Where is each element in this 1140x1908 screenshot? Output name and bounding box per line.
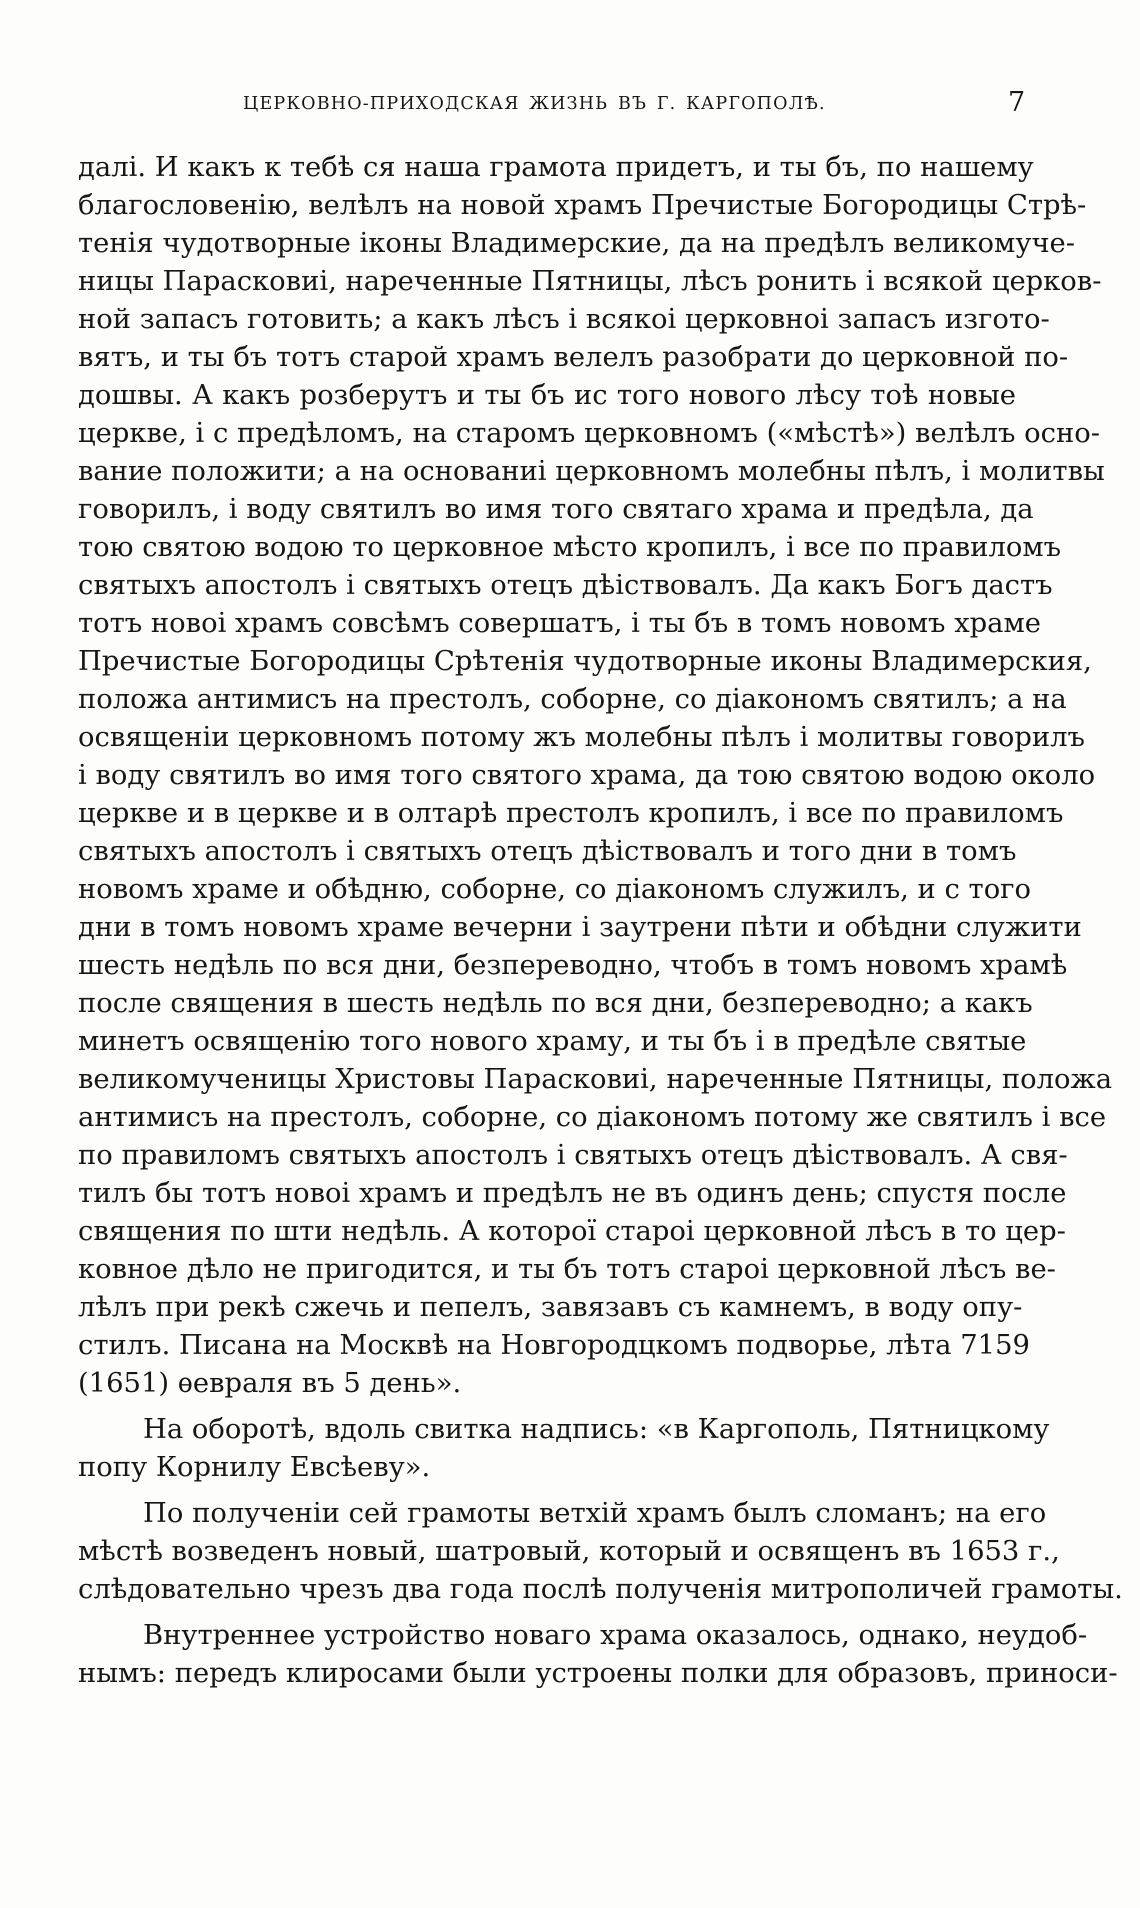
running-title: ЦЕРКОВНО-ПРИХОДСКАЯ ЖИЗНЬ ВЪ Г. КАРГОПОЛѢ. — [243, 94, 826, 114]
text-line: церкве, і с предѣломъ, на старомъ церковномъ («мѣстѣ») велѣлъ осно- — [78, 418, 1100, 449]
text-line: По полученіи сей грамоты ветхій храмъ былъ сломанъ; на его — [143, 1498, 1047, 1529]
text-line: Пречистые Богородицы Срѣтенія чудотворные иконы Владимерския, — [78, 646, 1092, 677]
text-line: тотъ новоі храмъ совсѣмъ совершатъ, і ты бъ в томъ новомъ храме — [78, 608, 1042, 639]
page-number: 7 — [1008, 87, 1026, 118]
text-line: мѣстѣ возведенъ новый, шатровый, который и освященъ въ 1653 г., — [78, 1536, 1060, 1567]
text-line: тенія чудотворные іконы Владимерские, да на предѣлъ великомуче- — [78, 228, 1076, 259]
text-line: священия по шти недѣль. А которої староі церковной лѣсъ в то цер- — [78, 1216, 1066, 1247]
text-line: стилъ. Писана на Москвѣ на Новгородцкомъ подворье, лѣта 7159 — [78, 1330, 1030, 1361]
text-line: На оборотѣ, вдоль свитка надпись: «в Каргополь, Пятницкому — [143, 1414, 1050, 1445]
text-line: Внутреннее устройство новаго храма оказалось, однако, неудоб- — [143, 1620, 1088, 1651]
text-line: минетъ освященію того нового храму, и ты бъ і в предѣле святые — [78, 1026, 1027, 1057]
text-line: нымъ: передъ клиросами были устроены полки для образовъ, приноси- — [78, 1658, 1118, 1689]
text-line: благословенію, велѣлъ на новой храмъ Пречистые Богородицы Стрѣ- — [78, 190, 1087, 221]
text-line: дошвы. А какъ розберутъ и ты бъ ис того нового лѣсу тоѣ новые — [78, 380, 1016, 411]
text-line: слѣдовательно чрезъ два года послѣ полученія митрополичей грамоты. — [78, 1574, 1123, 1605]
text-line: великомученицы Христовы Парасковиі, нареченные Пятницы, положа — [78, 1064, 1113, 1095]
text-line: по правиломъ святыхъ апостолъ і святыхъ отецъ дѣіствовалъ. А свя- — [78, 1140, 1068, 1171]
text-line: положа антимисъ на престолъ, соборне, со діакономъ святилъ; а на — [78, 684, 1067, 715]
text-line: ковное дѣло не пригодится, и ты бъ тотъ староі церковной лѣсъ ве- — [78, 1254, 1056, 1285]
running-header — [0, 87, 1140, 128]
text-line: святыхъ апостолъ і святыхъ отецъ дѣіствовалъ. Да какъ Богъ дастъ — [78, 570, 1053, 601]
text-line: святыхъ апостолъ і святыхъ отецъ дѣіствовалъ и того дни в томъ — [78, 836, 1017, 867]
text-line: і воду святилъ во имя того святого храма, да тою святою водою около — [78, 760, 1096, 791]
text-line: ной запасъ готовить; а какъ лѣсъ і всякоі церковноі запасъ изгото- — [78, 304, 1050, 335]
text-line: антимисъ на престолъ, соборне, со діакономъ потому же святилъ і все — [78, 1102, 1107, 1133]
text-line: ницы Парасковиі, нареченные Пятницы, лѣсъ ронить і всякой церков- — [78, 266, 1102, 297]
text-line: вание положити; а на основаниі церковномъ молебны пѣлъ, і молитвы — [78, 456, 1105, 487]
text-line: (1651) ѳевраля въ 5 день». — [78, 1368, 462, 1399]
text-line: после священия в шесть недѣль по вся дни, безпереводно; а какъ — [78, 988, 1033, 1019]
text-line: тою святою водою то церковное мѣсто кропилъ, і все по правиломъ — [78, 532, 1062, 563]
text-line: вятъ, и ты бъ тотъ старой храмъ велелъ разобрати до церковной по- — [78, 342, 1069, 373]
text-line: новомъ храме и обѣдню, соборне, со діакономъ служилъ, и с того — [78, 874, 1032, 905]
text-line: дни в томъ новомъ храме вечерни і заутрени пѣти и обѣдни служити — [78, 912, 1082, 943]
text-line: лѣлъ при рекѣ сжечь и пепелъ, завязавъ съ камнемъ, в воду опу- — [78, 1292, 1023, 1323]
text-line: попу Корнилу Евсѣеву». — [78, 1452, 431, 1483]
text-line: освященіи церковномъ потому жъ молебны пѣлъ і молитвы говорилъ — [78, 722, 1085, 753]
text-line: тилъ бы тотъ новоі храмъ и предѣлъ не въ одинъ день; спустя после — [78, 1178, 1067, 1209]
text-line: говорилъ, і воду святилъ во имя того святаго храма и предѣла, да — [78, 494, 1034, 525]
text-line: церкве и в церкве и в олтарѣ престолъ кропилъ, і все по правиломъ — [78, 798, 1064, 829]
text-line: шесть недѣль по вся дни, безпереводно, чтобъ в томъ новомъ храмѣ — [78, 950, 1068, 981]
text-line: далі. И какъ к тебѣ ся наша грамота придетъ, и ты бъ, по нашему — [78, 152, 1034, 183]
